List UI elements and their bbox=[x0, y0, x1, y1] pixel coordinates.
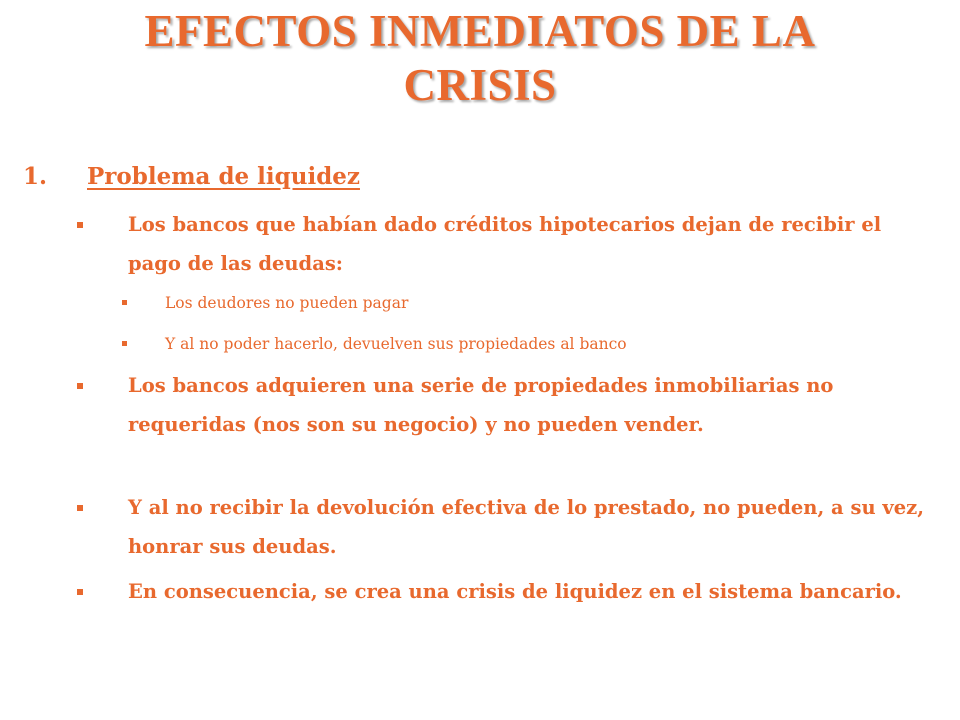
section-number: 1. bbox=[23, 163, 48, 190]
bullet-item bbox=[77, 489, 937, 566]
bullet-item bbox=[77, 367, 937, 444]
square-bullet-icon bbox=[77, 589, 83, 595]
square-bullet-icon bbox=[77, 383, 83, 389]
sub-bullet-item bbox=[122, 332, 942, 356]
bullet-item bbox=[77, 573, 937, 612]
bullet-text: Los bancos adquieren una serie de propiedades inmobiliarias no requeridas (nos son su negocio) y no pueden vender. bbox=[128, 374, 834, 436]
sub-bullet-text: Los deudores no pueden pagar bbox=[165, 294, 409, 312]
square-bullet-icon bbox=[77, 222, 83, 228]
sub-bullet-text: Y al no poder hacerlo, devuelven sus propiedades al banco bbox=[165, 335, 627, 353]
bullet-text: Y al no recibir la devolución efectiva de lo prestado, no pueden, a su vez, honrar sus deudas. bbox=[128, 496, 925, 558]
bullet-text: En consecuencia, se crea una crisis de liquidez en el sistema bancario. bbox=[128, 580, 902, 603]
square-bullet-icon bbox=[122, 341, 127, 346]
square-bullet-icon bbox=[77, 505, 83, 511]
slide-title bbox=[0, 4, 960, 112]
slide-title-line-2: CRISIS bbox=[403, 60, 557, 110]
slide-title-line-1: EFECTOS INMEDIATOS DE LA bbox=[144, 6, 816, 56]
bullet-item bbox=[77, 206, 937, 283]
section-heading-text: Problema de liquidez bbox=[87, 163, 360, 190]
sub-bullet-item bbox=[122, 291, 942, 315]
section-heading bbox=[23, 160, 360, 194]
bullet-text: Los bancos que habían dado créditos hipotecarios dejan de recibir el pago de las deudas: bbox=[128, 213, 882, 275]
square-bullet-icon bbox=[122, 300, 127, 305]
